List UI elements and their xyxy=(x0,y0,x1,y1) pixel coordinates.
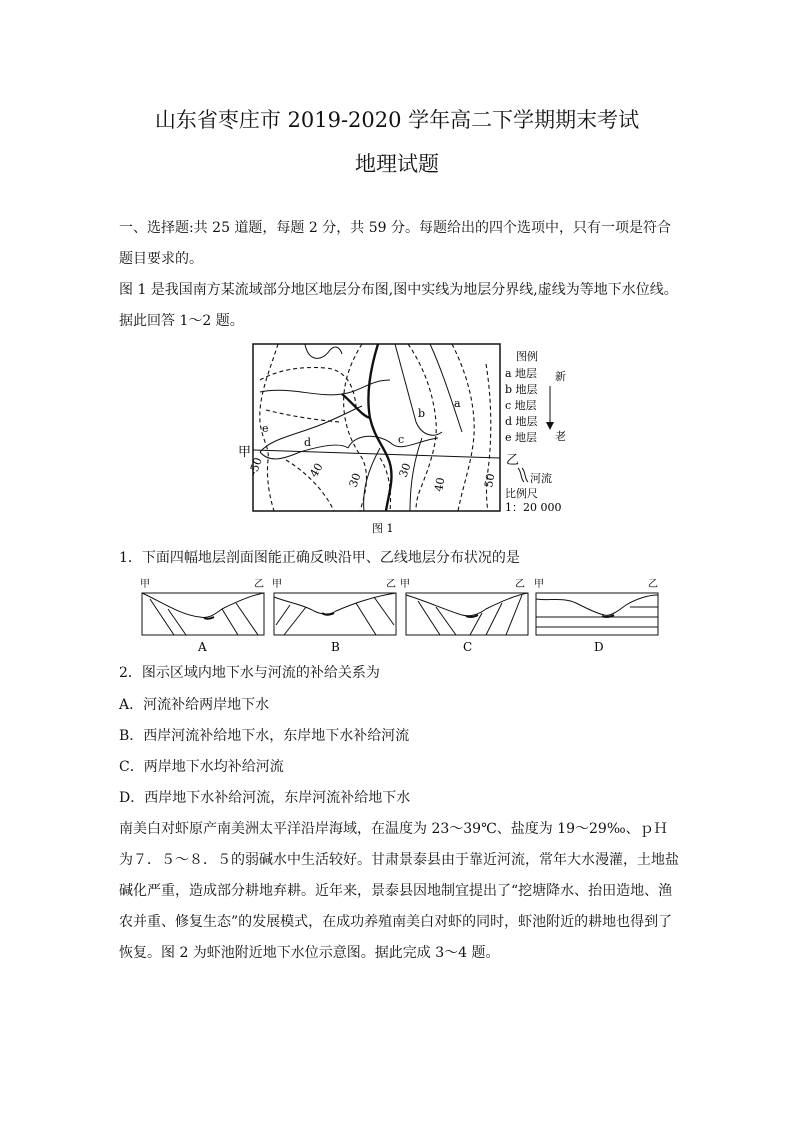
legend-title: 图例 xyxy=(516,350,538,363)
zone-e: e xyxy=(262,422,269,435)
zone-b: b xyxy=(418,407,426,420)
option-b-right: 乙 xyxy=(386,579,396,590)
option-b xyxy=(272,578,396,654)
zone-d: d xyxy=(304,436,312,449)
zone-a: a xyxy=(454,397,461,410)
option-a-left: 甲 xyxy=(140,579,150,590)
question-2-option-d: D．西岸地下水补给河流，东岸河流补给地下水 xyxy=(119,790,411,806)
option-a-label: A xyxy=(198,640,207,654)
option-d-label: D xyxy=(594,640,604,654)
river-icon xyxy=(518,468,528,482)
label-jia: 甲 xyxy=(238,445,252,460)
legend-layer-a: a 地层 xyxy=(505,367,538,380)
option-d-right: 乙 xyxy=(648,579,658,590)
legend-scale-title: 比例尺 xyxy=(505,487,538,500)
figure1-intro: 图 1 是我国南方某流域部分地区地层分布图,图中实线为地层分界线,虚线为等地下水位线。据此回答 1～2 题。 xyxy=(119,282,678,329)
question-1: 1．下面四幅地层剖面图能正确反映沿甲、乙线地层分布状况的是 xyxy=(119,550,520,566)
question-2-option-b: B．西岸河流补给地下水，东岸地下水补给河流 xyxy=(119,728,410,744)
legend-layer-e: e 地层 xyxy=(505,431,538,444)
option-d xyxy=(534,578,658,654)
option-c-label: C xyxy=(463,640,473,654)
figure1-caption: 图 1 xyxy=(372,522,394,535)
contour-label: 50 xyxy=(482,472,498,489)
option-b-left: 甲 xyxy=(272,579,282,590)
question-2-option-c: C．两岸地下水均补给河流 xyxy=(119,759,284,775)
contour-label: -50 xyxy=(246,455,265,478)
zone-c: c xyxy=(398,433,405,446)
legend-layer-d: d 地层 xyxy=(505,415,538,428)
contour-label: 30 xyxy=(346,471,364,490)
legend-layer-c: c 地层 xyxy=(505,399,537,412)
arrow-head-icon xyxy=(546,422,554,430)
shrimp-passage: 南美白对虾原产南美洲太平洋沿岸海域，在温度为 23～39℃、盐度为 19～29‰、ｐＨ为７．５～８．５的弱碱水中生活较好。甘肃景泰县由于靠近河流，常年大水漫灌，土地盐碱化严重，造成部分耕地弃耕。近年来，景泰县因地制宜提出了“挖塘降水、抬田造地、渔农并重、修复生态”的发展模式，在成功养殖南美白对虾的同时，虾池附近的耕地也得到了恢复。图 2 为虾池附近地下水位示意图。据此完成 3～4 题。 xyxy=(119,821,679,961)
option-d-left: 甲 xyxy=(534,579,544,590)
legend-scale-value: 1：20 000 xyxy=(505,501,562,514)
legend-river: 河流 xyxy=(530,472,552,485)
option-a xyxy=(140,578,264,654)
contour-label: 40 xyxy=(307,460,326,480)
page-title: 山东省枣庄市 2019-2020 学年高二下学期期末考试 xyxy=(154,108,640,132)
page-subtitle: 地理试题 xyxy=(355,152,439,176)
section-instructions: 一、选择题:共 25 道题，每题 2 分，共 59 分。每题给出的四个选项中，只有一项是符合题目要求的。 xyxy=(119,220,671,267)
q1-options-figure xyxy=(130,575,670,655)
contour-label: 40 xyxy=(432,476,448,493)
contour-label: 30 xyxy=(396,461,414,480)
option-c xyxy=(400,578,528,654)
option-c-left: 甲 xyxy=(400,579,410,590)
option-c-right: 乙 xyxy=(515,579,525,590)
legend-old: 老 xyxy=(555,430,566,443)
legend-new: 新 xyxy=(555,370,566,383)
question-2: 2．图示区域内地下水与河流的补给关系为 xyxy=(119,665,380,681)
figure1-map xyxy=(230,340,570,540)
legend-layer-b: b 地层 xyxy=(505,383,538,396)
option-a-right: 乙 xyxy=(254,579,264,590)
label-yi: 乙 xyxy=(506,453,520,468)
option-b-label: B xyxy=(331,640,340,654)
question-2-option-a: A．河流补给两岸地下水 xyxy=(119,697,270,713)
